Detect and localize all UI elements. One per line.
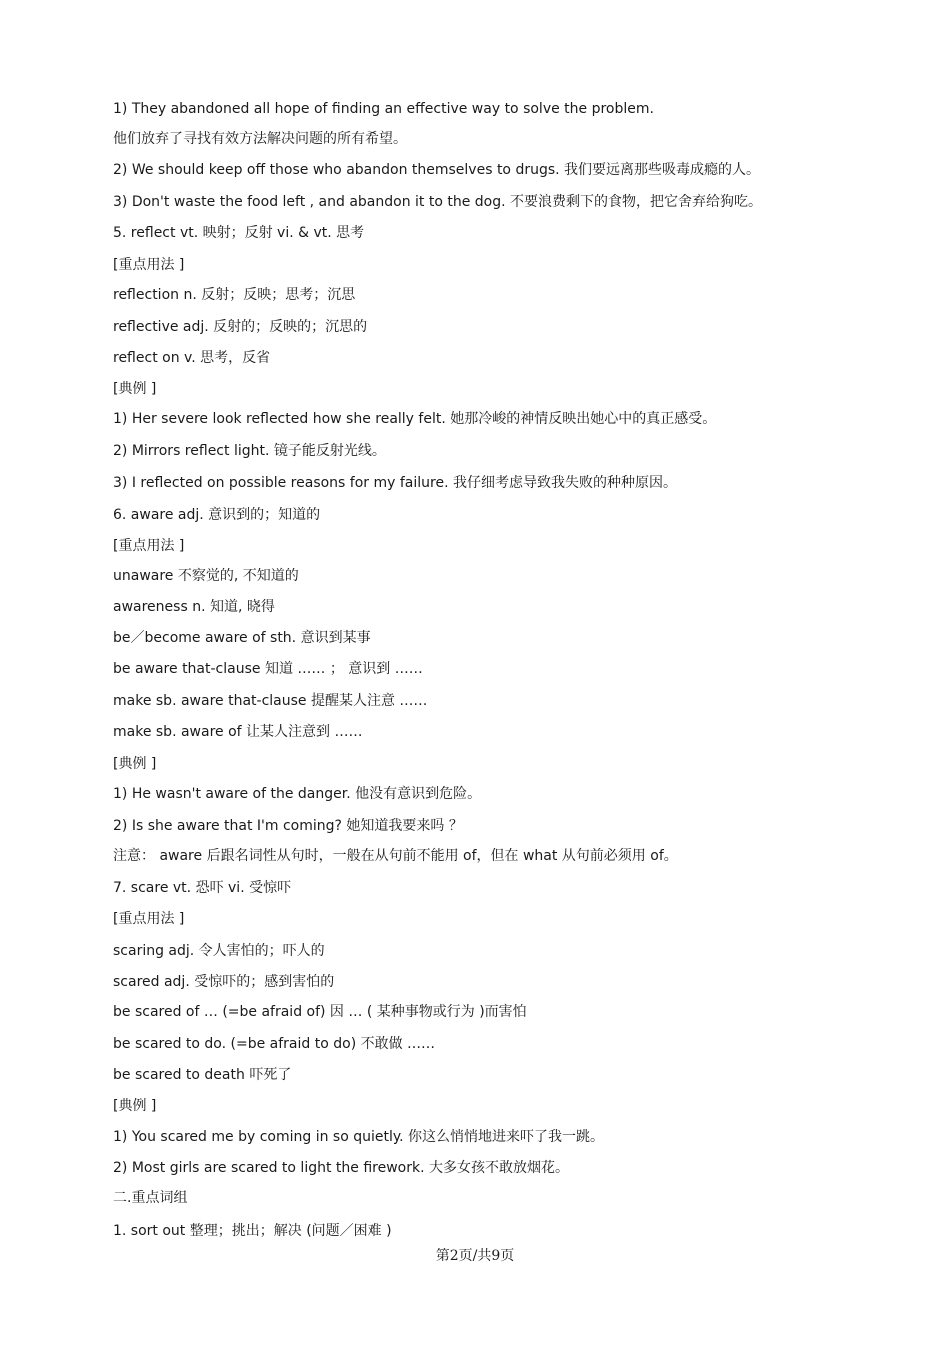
text-line: be／become aware of sth. 意识到某事 [113, 630, 371, 646]
text-line: be scared to death 吓死了 [113, 1067, 292, 1083]
text-line: [典例 ] [113, 381, 157, 397]
text-line: 5. reflect vt. 映射；反射 vi. & vt. 思考 [113, 225, 365, 241]
text-line: scared adj. 受惊吓的；感到害怕的 [113, 974, 335, 990]
text-line: scaring adj. 令人害怕的；吓人的 [113, 943, 325, 959]
text-line: [典例 ] [113, 756, 157, 772]
text-line: make sb. aware that-clause 提醒某人注意 …… [113, 693, 428, 709]
text-line: [重点用法 ] [113, 257, 185, 273]
text-line: 1) You scared me by coming in so quietly. 你这么悄悄地进来吓了我一跳。 [113, 1129, 605, 1145]
text-line: 2) Mirrors reflect light. 镜子能反射光线。 [113, 443, 386, 459]
text-line: 他们放弃了寻找有效方法解决问题的所有希望。 [113, 131, 407, 147]
text-line: 2) We should keep off those who abandon themselves to drugs. 我们要远离那些吸毒成瘾的人。 [113, 162, 761, 178]
text-line: 3) Don't waste the food left , and abandon it to the dog. 不要浪费剩下的食物，把它舍弃给狗吃。 [113, 194, 763, 210]
text-line: [典例 ] [113, 1098, 157, 1114]
text-line: make sb. aware of 让某人注意到 …… [113, 724, 363, 740]
text-line: be scared of … (=be afraid of) 因 … ( 某种事物或行为 )而害怕 [113, 1004, 527, 1020]
text-line: 2) Is she aware that I'm coming? 她知道我要来吗 ？ [113, 818, 463, 834]
section-heading: 二.重点词组 [113, 1190, 188, 1206]
text-line: be scared to do. (=be afraid to do) 不敢做 …… [113, 1036, 436, 1052]
text-line: [重点用法 ] [113, 538, 185, 554]
text-line: 1) Her severe look reflected how she really felt. 她那冷峻的神情反映出她心中的真正感受。 [113, 411, 717, 427]
text-line: 3) I reflected on possible reasons for my failure. 我仔细考虑导致我失败的种种原因。 [113, 475, 677, 491]
text-line: awareness n. 知道, 晓得 [113, 599, 275, 615]
text-line: 1. sort out 整理；挑出；解决 (问题／困难 ) [113, 1223, 392, 1239]
text-line: reflect on v. 思考，反省 [113, 350, 271, 366]
text-line: 1) They abandoned all hope of finding an effective way to solve the problem. [113, 101, 654, 117]
text-line: be aware that-clause 知道 …… ； 意识到 …… [113, 661, 423, 677]
text-line: 注意： aware 后跟名词性从句时，一般在从句前不能用 of，但在 what 从句前必须用 of。 [113, 848, 678, 864]
text-line: unaware 不察觉的, 不知道的 [113, 568, 299, 584]
text-line: 6. aware adj. 意识到的；知道的 [113, 507, 321, 523]
page-number: 第2页/共9页 [435, 1248, 515, 1264]
text-line: [重点用法 ] [113, 911, 185, 927]
text-line: 1) He wasn't aware of the danger. 他没有意识到危险。 [113, 786, 482, 802]
text-line: reflective adj. 反射的；反映的；沉思的 [113, 319, 368, 335]
text-line: reflection n. 反射；反映；思考；沉思 [113, 287, 356, 303]
text-line: 2) Most girls are scared to light the firework. 大多女孩不敢放烟花。 [113, 1160, 569, 1176]
text-line: 7. scare vt. 恐吓 vi. 受惊吓 [113, 880, 292, 896]
